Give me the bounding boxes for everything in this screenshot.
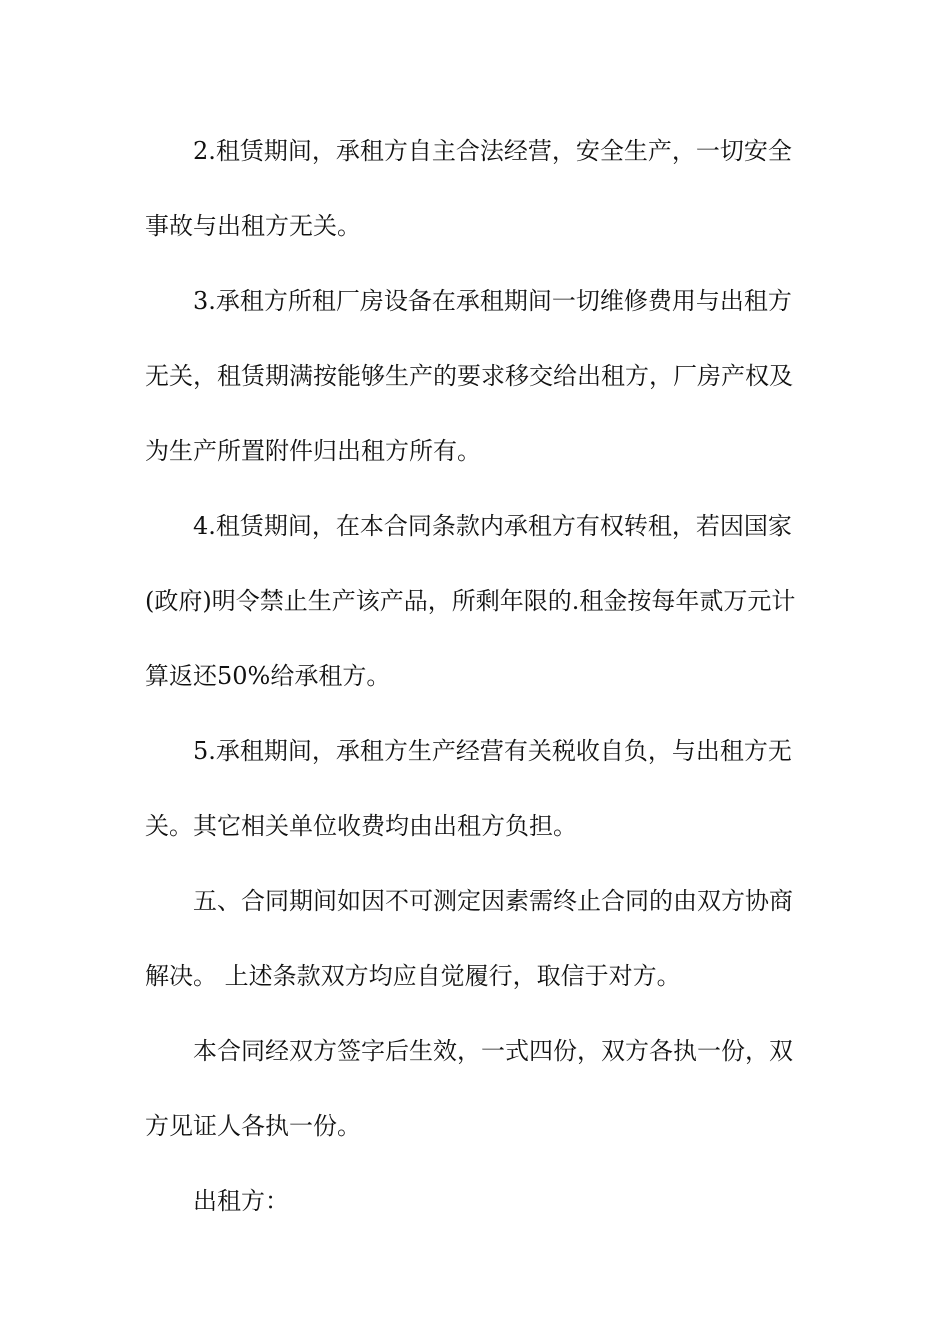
text-line-6: 4.租赁期间，在本合同条款内承租方有权转租，若因国家 bbox=[193, 512, 792, 540]
text-line-3: 3.承租方所租厂房设备在承租期间一切维修费用与出租方 bbox=[193, 287, 792, 315]
text-line-2: 事故与出租方无关。 bbox=[145, 212, 361, 240]
text-line-10: 关。其它相关单位收费均由出租方负担。 bbox=[145, 812, 577, 840]
text-line-11: 五、合同期间如因不可测定因素需终止合同的由双方协商 bbox=[193, 887, 793, 915]
text-line-4: 无关，租赁期满按能够生产的要求移交给出租方，厂房产权及 bbox=[145, 362, 793, 390]
text-line-5: 为生产所置附件归出租方所有。 bbox=[145, 437, 481, 465]
text-line-8: 算返还50%给承租方。 bbox=[145, 662, 391, 690]
text-line-7: (政府)明令禁止生产该产品，所剩年限的.租金按每年贰万元计 bbox=[145, 587, 796, 615]
text-line-15: 出租方： bbox=[193, 1187, 289, 1215]
text-line-9: 5.承租期间，承租方生产经营有关税收自负，与出租方无 bbox=[193, 737, 792, 765]
text-line-12: 解决。 上述条款双方均应自觉履行，取信于对方。 bbox=[145, 962, 681, 990]
document-body bbox=[145, 128, 815, 1253]
text-line-1: 2.租赁期间，承租方自主合法经营，安全生产，一切安全 bbox=[193, 137, 792, 165]
text-line-14: 方见证人各执一份。 bbox=[145, 1112, 361, 1140]
text-line-13: 本合同经双方签字后生效，一式四份，双方各执一份，双 bbox=[193, 1037, 793, 1065]
